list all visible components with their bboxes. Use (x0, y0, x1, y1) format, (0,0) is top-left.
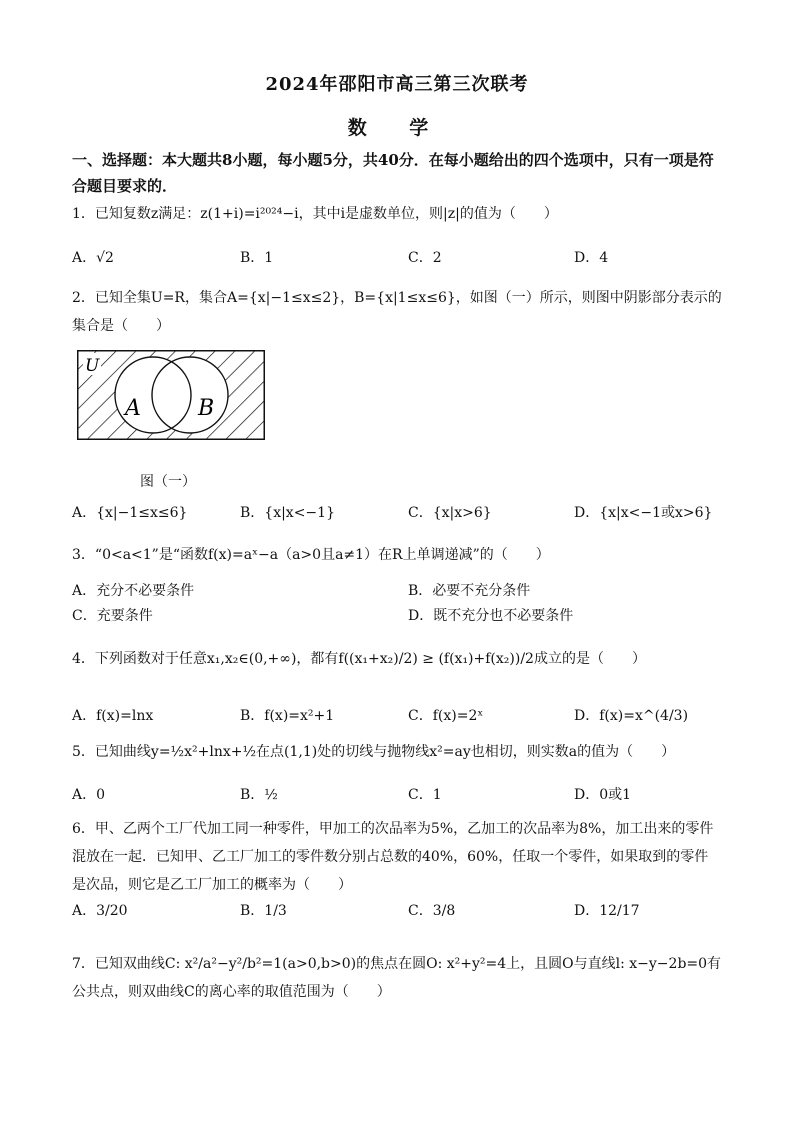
question-7-stem: 7．已知双曲线C: x²/a²−y²/b²=1(a>0,b>0)的焦点在圆O: x²+y²=4上，且圆O与直线l: x−y−2b=0有公共点，则双曲线C的离心率的取值范围为（ ） (72, 956, 722, 1000)
question-1-options (72, 247, 732, 273)
label-u: U (85, 356, 100, 376)
question-1-stem: 1．已知复数z满足：z(1+i)=i²⁰²⁴−i，其中i是虚数单位，则|z|的值为（ ） (72, 206, 558, 222)
option-a: A．3/20 (72, 903, 128, 919)
question-3-stem: 3．“0<a<1”是“函数f(x)=aˣ−a（a>0且a≠1）在R上单调递减”的（ ） (72, 547, 550, 563)
question-5-stem: 5．已知曲线y=½x²+lnx+½在点(1,1)处的切线与抛物线x²=ay也相切，则实数a的值为（ ） (72, 744, 676, 760)
option-d: D．0或1 (574, 787, 632, 803)
label-a: A (125, 396, 141, 421)
question-2-stem: 2．已知全集U=R，集合A={x|−1≤x≤2}，B={x|1≤x≤6}，如图（一）所示，则图中阴影部分表示的集合是（ ） (72, 290, 722, 334)
option-d: D．4 (574, 250, 609, 266)
figure-caption: 图（一） (140, 474, 196, 490)
option-a: A．0 (72, 787, 106, 803)
question-4-stem: 4．下列函数对于任意x₁,x₂∈(0,+∞)，都有f((x₁+x₂)/2) ≥ (f(x₁)+f(x₂))/2成立的是（ ） (72, 651, 646, 667)
label-b: B (198, 396, 215, 421)
section-instruction: 一、选择题：本大题共8小题，每小题5分，共40分．在每小题给出的四个选项中，只有一项是符合题目要求的． (72, 151, 714, 195)
option-a: A．充分不必要条件 (72, 583, 195, 599)
option-c: C．3/8 (408, 903, 456, 919)
option-d: D．12/17 (574, 903, 640, 919)
option-d: D．f(x)=x^(4/3) (574, 708, 689, 724)
option-c: C．1 (408, 787, 442, 803)
option-a: A．{x|−1≤x≤6} (72, 505, 188, 521)
shaded-region (78, 351, 264, 439)
option-a: A．f(x)=lnx (72, 708, 154, 724)
question-6-stem: 6．甲、乙两个工厂代加工同一种零件，甲加工的次品率为5%，乙加工的次品率为8%，加工出来的零件混放在一起．已知甲、乙工厂加工的零件数分别占总数的40%，60%，任取一个零件，如果取到的零件是次品，则它是乙工厂加工的概率为（ ） (72, 821, 714, 893)
subject-title: 数 学 (347, 117, 447, 139)
venn-diagram (77, 350, 265, 440)
exam-title: 2024年邵阳市高三第三次联考 (265, 74, 529, 95)
option-d: D．既不充分也不必要条件 (408, 608, 574, 624)
option-b: B．1/3 (240, 903, 287, 919)
option-b: B．1 (240, 250, 274, 266)
option-b: B．{x|x<−1} (240, 505, 335, 521)
option-b: B．必要不充分条件 (408, 583, 531, 599)
option-c: C．充要条件 (72, 608, 153, 624)
option-c: C．f(x)=2ˣ (408, 708, 484, 724)
question-2-options (72, 502, 732, 528)
question-5-options (72, 784, 732, 810)
question-6-options (72, 900, 732, 926)
option-a: A．√2 (72, 250, 114, 266)
option-d: D．{x|x<−1或x>6} (574, 505, 713, 521)
question-4-options (72, 705, 732, 731)
option-c: C．2 (408, 250, 442, 266)
option-c: C．{x|x>6} (408, 505, 492, 521)
option-b: B．½ (240, 787, 278, 803)
option-b: B．f(x)=x²+1 (240, 708, 335, 724)
